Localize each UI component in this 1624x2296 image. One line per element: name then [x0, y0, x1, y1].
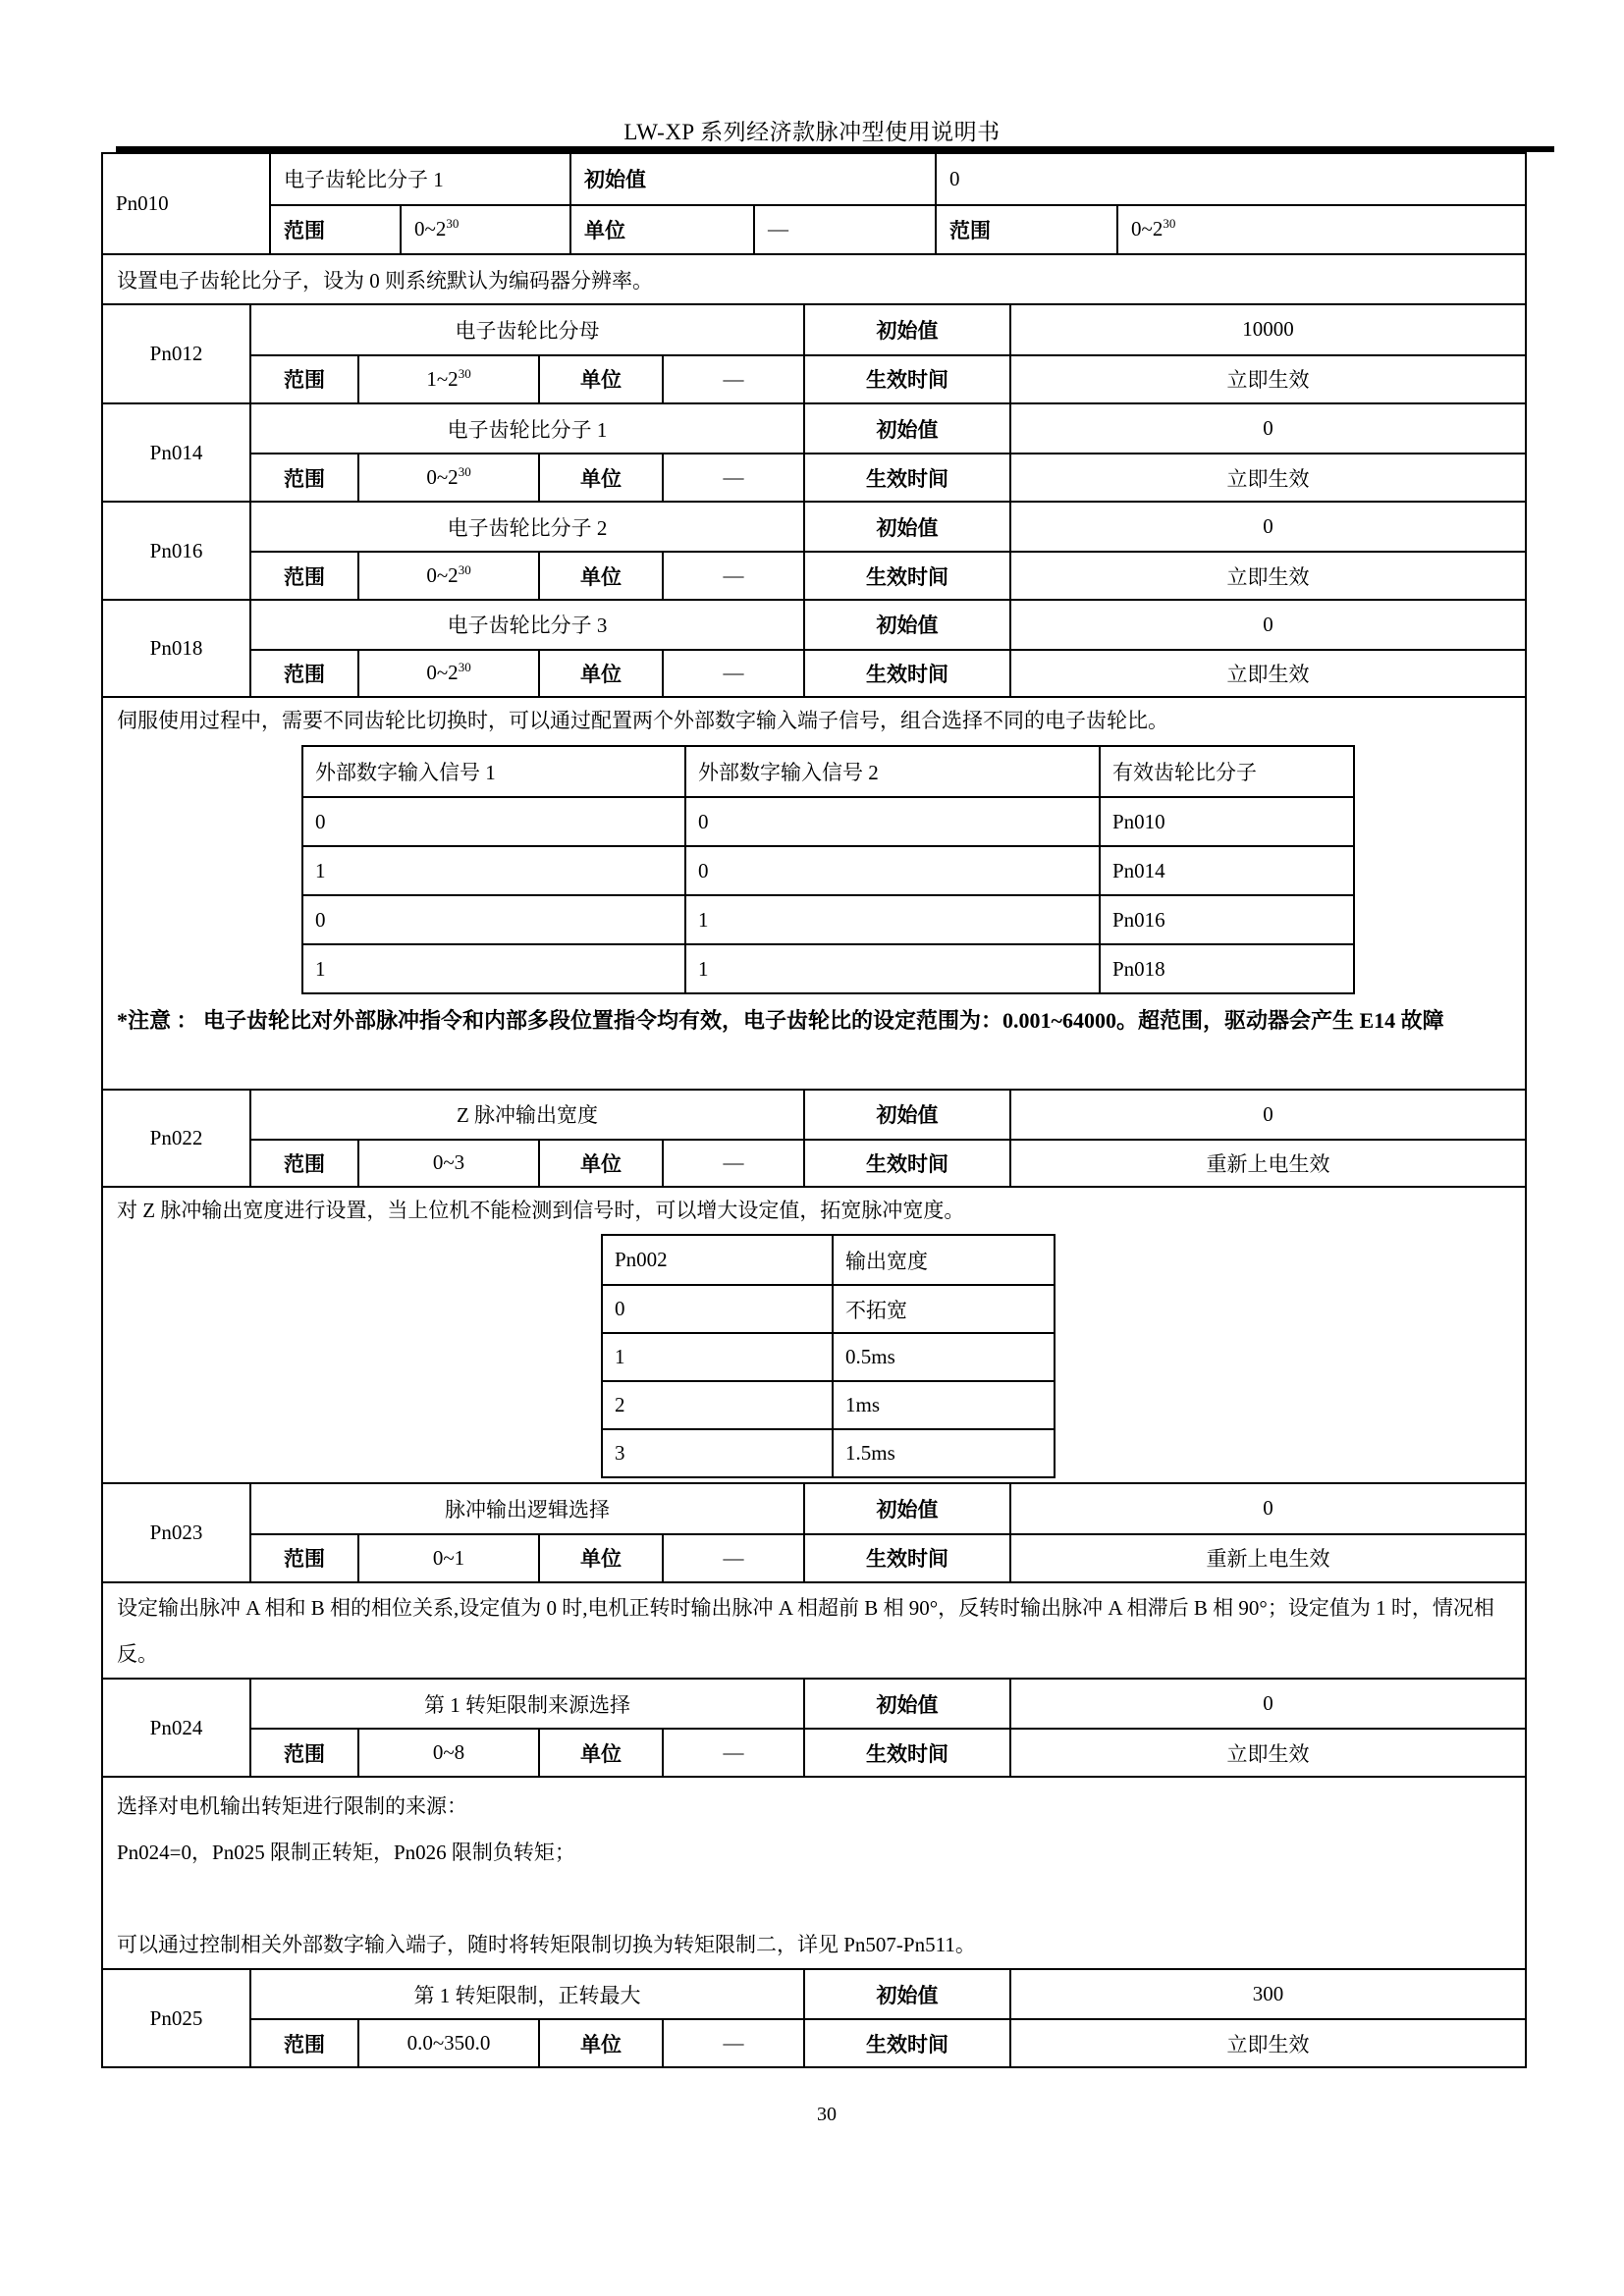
param-name: 电子齿轮比分子 3 [249, 601, 803, 649]
desc-pn023 [103, 1581, 1525, 1678]
initial-value: 0 [1009, 1484, 1525, 1533]
unit-value: — [662, 354, 803, 403]
effective-time-label: 生效时间 [803, 354, 1009, 403]
effective-time-value: 立即生效 [1009, 2018, 1525, 2066]
initial-value-label: 初始值 [803, 1484, 1009, 1533]
header-cell: 输出宽度 [832, 1236, 1054, 1284]
range-label: 范围 [249, 453, 357, 501]
effective-time-label: 生效时间 [803, 1139, 1009, 1187]
range-value: $0\sim 2^{30}$ [357, 551, 538, 599]
signal1-value: 1 [303, 845, 684, 894]
effective-time-label: 生效时间 [803, 551, 1009, 599]
range-value: 0~3 [357, 1139, 538, 1187]
initial-value: 0 [935, 154, 1525, 204]
range-label: 范围 [249, 2018, 357, 2066]
header-cell: Pn002 [615, 1248, 668, 1271]
unit-value: — [662, 1533, 803, 1582]
active-numerator: Pn010 [1099, 796, 1353, 845]
table-row [603, 1380, 1054, 1428]
desc-pn024 [103, 1776, 1525, 1968]
param-name: 脉冲输出逻辑选择 [249, 1484, 803, 1533]
unit-value: — [753, 204, 935, 254]
initial-value-label: 初始值 [569, 154, 935, 204]
output-width: 1ms [832, 1380, 1054, 1428]
parameter-table [101, 152, 1527, 2068]
gear-ratio-note [117, 998, 1511, 1043]
initial-value-label: 初始值 [803, 404, 1009, 453]
signal1-value: 0 [303, 796, 684, 845]
param-code: Pn014 [149, 440, 203, 464]
pn002-value: 1 [603, 1332, 832, 1380]
gear-switch-desc: 伺服使用过程中，需要不同齿轮比切换时，可以通过配置两个外部数字输入端子信号，组合选择不同的电子齿轮比。 [117, 709, 1168, 732]
param-code: Pn023 [149, 1521, 203, 1544]
effective-time-value: 立即生效 [1009, 551, 1525, 599]
range-value-2: $0\sim 2^{30}$ [1116, 204, 1525, 254]
signal2-value: 0 [684, 796, 1099, 845]
unit-label: 单位 [538, 2018, 662, 2066]
param-code: Pn022 [149, 1126, 203, 1149]
unit-label: 单位 [538, 453, 662, 501]
initial-value-label: 初始值 [803, 1680, 1009, 1728]
active-numerator: Pn016 [1099, 894, 1353, 943]
unit-label: 单位 [538, 354, 662, 403]
effective-time-label: 生效时间 [803, 1728, 1009, 1776]
table-row [303, 943, 1353, 992]
pn002-value: 3 [603, 1428, 832, 1476]
param-name: Z 脉冲输出宽度 [249, 1091, 803, 1139]
zpulse-desc: 对 Z 脉冲输出宽度进行设置，当上位机不能检测到信号时，可以增大设定值，拓宽脉冲宽度。 [117, 1199, 965, 1222]
initial-value-label: 初始值 [803, 305, 1009, 354]
range-value: 0~8 [357, 1728, 538, 1776]
range-label: 范围 [249, 1728, 357, 1776]
param-block-pn012 [103, 303, 1525, 402]
desc-line: 设定输出脉冲 A 相和 B 相的相位关系,设定值为 0 时,电机正转时输出脉冲 A 相超前 B 相 90°，反转时输出脉冲 A 相滞后 B 相 90°； [117, 1596, 1288, 1620]
unit-value: — [662, 1139, 803, 1187]
range-label-2: 范围 [935, 204, 1116, 254]
range-value: 0~1 [357, 1533, 538, 1582]
param-block-pn014 [103, 402, 1525, 501]
param-code: Pn024 [149, 1715, 203, 1739]
effective-time-value: 重新上电生效 [1009, 1533, 1525, 1582]
active-numerator: Pn018 [1099, 943, 1353, 992]
output-width: 不拓宽 [832, 1284, 1054, 1332]
effective-time-label: 生效时间 [803, 453, 1009, 501]
table-row [603, 1428, 1054, 1476]
desc-line: Pn024=0，Pn025 限制正转矩，Pn026 限制负转矩； [117, 1841, 575, 1864]
param-code: Pn025 [149, 2005, 203, 2030]
range-value: $1\sim 2^{30}$ [357, 354, 538, 403]
initial-value: 300 [1009, 1970, 1525, 2018]
unit-label: 单位 [538, 1533, 662, 1582]
zpulse-width-table [601, 1234, 1056, 1478]
param-name: 电子齿轮比分子 1 [249, 404, 803, 453]
range-value: $0\sim 2^{30}$ [357, 649, 538, 697]
param-block-pn023 [103, 1482, 1525, 1581]
desc-line: 选择对电机输出转矩进行限制的来源： [117, 1794, 467, 1818]
header-cell: 外部数字输入信号 2 [684, 747, 1099, 796]
page-number: 30 [817, 2104, 837, 2125]
effective-time-value: 立即生效 [1009, 354, 1525, 403]
param-name: 电子齿轮比分母 [249, 305, 803, 354]
param-block-pn022 [103, 1089, 1525, 1186]
param-code: Pn010 [116, 191, 169, 215]
effective-time-value: 立即生效 [1009, 1728, 1525, 1776]
initial-value-label: 初始值 [803, 1091, 1009, 1139]
signal2-value: 0 [684, 845, 1099, 894]
param-code: Pn012 [149, 342, 203, 365]
range-value: 0.0~350.0 [357, 2018, 538, 2066]
desc-line: 可以通过控制相关外部数字输入端子，随时将转矩限制切换为转矩限制二，详见 Pn507-Pn511。 [117, 1933, 976, 1956]
signal2-value: 1 [684, 943, 1099, 992]
range-value: $0\sim 2^{30}$ [357, 453, 538, 501]
unit-value: — [662, 2018, 803, 2066]
pn002-value: 2 [603, 1380, 832, 1428]
initial-value-label: 初始值 [803, 503, 1009, 551]
signal1-value: 1 [303, 943, 684, 992]
param-block-pn018 [103, 599, 1525, 696]
table-header-row [303, 747, 1353, 796]
effective-time-value: 立即生效 [1009, 649, 1525, 697]
active-numerator: Pn014 [1099, 845, 1353, 894]
output-width: 0.5ms [832, 1332, 1054, 1380]
gear-switch-section [103, 696, 1525, 1089]
range-label: 范围 [249, 354, 357, 403]
range-label: 范围 [249, 1533, 357, 1582]
signal1-value: 0 [303, 894, 684, 943]
param-code: Pn018 [149, 636, 203, 660]
param-name: 第 1 转矩限制来源选择 [249, 1680, 803, 1728]
effective-time-label: 生效时间 [803, 2018, 1009, 2066]
param-name: 电子齿轮比分子 1 [269, 154, 569, 204]
param-block-pn010 [103, 154, 1525, 253]
param-code: Pn016 [149, 538, 203, 562]
range-label: 范围 [269, 204, 400, 254]
initial-value: 0 [1009, 1091, 1525, 1139]
table-row [303, 894, 1353, 943]
table-row [303, 796, 1353, 845]
table-row [603, 1284, 1054, 1332]
initial-value: 10000 [1009, 305, 1525, 354]
note-text: 电子齿轮比对外部脉冲指令和内部多段位置指令均有效，电子齿轮比的设定范围为：0.001~64000。超范围，驱动器会产生 E14 故障 [203, 1008, 1444, 1033]
unit-label: 单位 [538, 1728, 662, 1776]
note-prefix: *注意 ： [117, 1008, 204, 1033]
desc-pn010: 设置电子齿轮比分子，设为 0 则系统默认为编码器分辨率。 [103, 253, 1525, 303]
output-width: 1.5ms [832, 1428, 1054, 1476]
unit-label: 单位 [538, 649, 662, 697]
page-title: LW-XP 系列经济款脉冲型使用说明书 [623, 120, 1001, 144]
initial-value: 0 [1009, 1680, 1525, 1728]
table-row [603, 1332, 1054, 1380]
effective-time-value: 立即生效 [1009, 453, 1525, 501]
unit-value: — [662, 1728, 803, 1776]
range-label: 范围 [249, 1139, 357, 1187]
range-value: $0\sim 2^{30}$ [400, 204, 569, 254]
param-block-pn024 [103, 1678, 1525, 1776]
initial-value: 0 [1009, 503, 1525, 551]
table-header-row [603, 1236, 1054, 1284]
unit-label: 单位 [538, 1139, 662, 1187]
range-label: 范围 [249, 649, 357, 697]
effective-time-label: 生效时间 [803, 1533, 1009, 1582]
unit-value: — [662, 649, 803, 697]
effective-time-label: 生效时间 [803, 649, 1009, 697]
unit-label: 单位 [538, 551, 662, 599]
gear-select-table [301, 745, 1355, 994]
param-block-pn025 [103, 1968, 1525, 2066]
initial-value: 0 [1009, 601, 1525, 649]
signal2-value: 1 [684, 894, 1099, 943]
initial-value-label: 初始值 [803, 601, 1009, 649]
pn002-value: 0 [603, 1284, 832, 1332]
unit-label: 单位 [569, 204, 753, 254]
param-name: 电子齿轮比分子 2 [249, 503, 803, 551]
initial-value: 0 [1009, 404, 1525, 453]
initial-value-label: 初始值 [803, 1970, 1009, 2018]
unit-value: — [662, 551, 803, 599]
range-label: 范围 [249, 551, 357, 599]
header-cell: 外部数字输入信号 1 [315, 761, 496, 784]
effective-time-value: 重新上电生效 [1009, 1139, 1525, 1187]
header-cell: 有效齿轮比分子 [1099, 747, 1353, 796]
param-name: 第 1 转矩限制，正转最大 [249, 1970, 803, 2018]
unit-value: — [662, 453, 803, 501]
param-block-pn016 [103, 501, 1525, 599]
table-row [303, 845, 1353, 894]
desc-line: 设定值为 1 时，情况相反。 [117, 1596, 1494, 1666]
zpulse-section [103, 1186, 1525, 1482]
